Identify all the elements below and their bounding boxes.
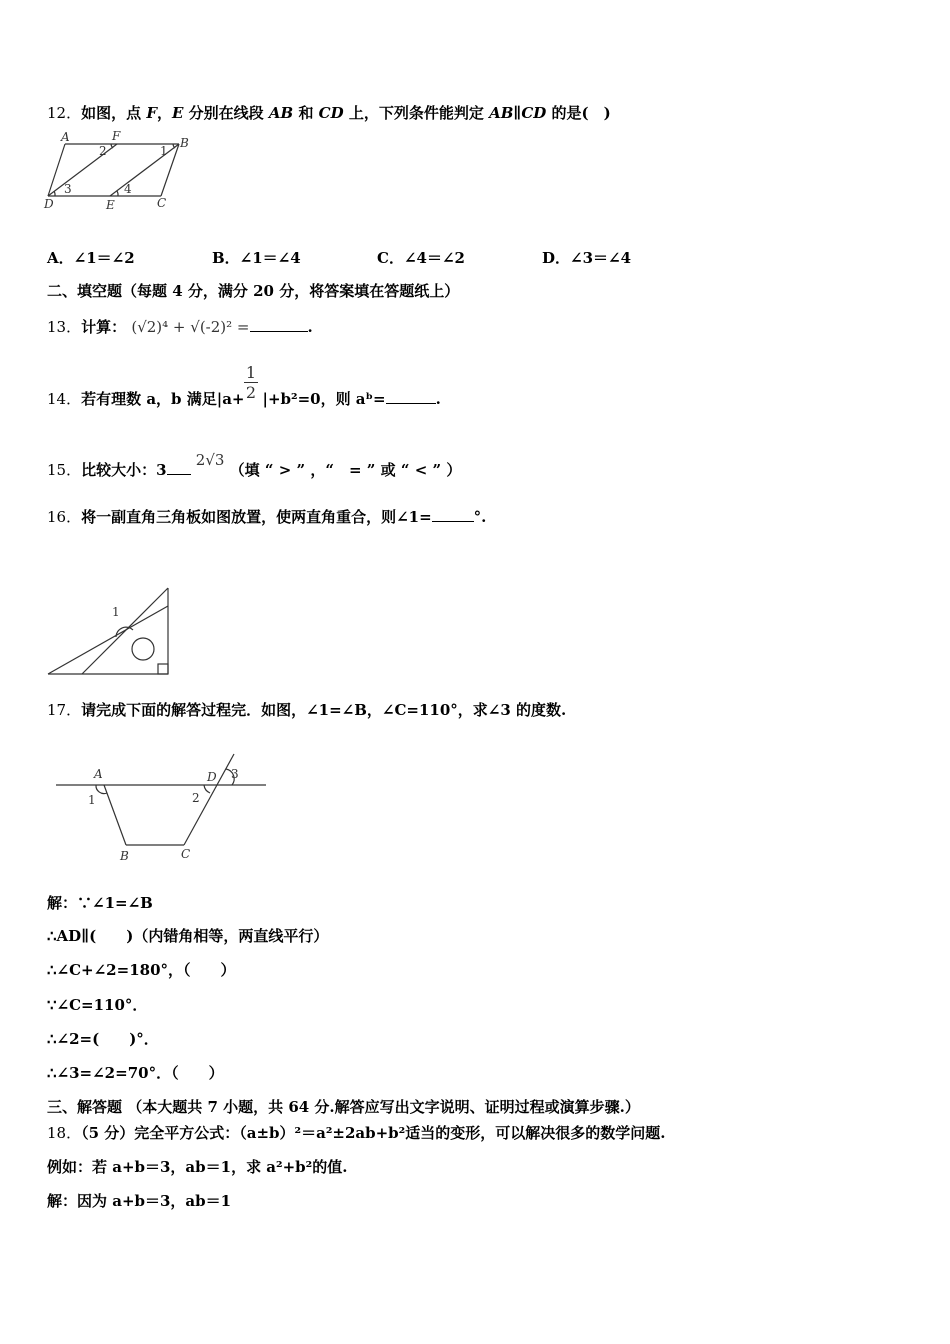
q18-line-1 — [47, 1123, 665, 1143]
q12-option-d[interactable]: D．∠3＝∠4 — [542, 249, 632, 267]
q17-arc-2 — [204, 785, 210, 793]
q16-end: °. — [473, 508, 487, 526]
q12-arc-4 — [117, 191, 118, 196]
q14-fraction-denominator: 2 — [245, 383, 257, 402]
q16-triangle-hyp-short — [82, 588, 168, 674]
q17-label-c: C — [181, 847, 191, 861]
q17-angle-2: 2 — [192, 791, 200, 805]
q12-angle-3: 3 — [64, 182, 72, 196]
q16-number: 16． — [47, 508, 82, 526]
q17-angle-3: 3 — [231, 767, 239, 781]
q17-text: 请完成下面的解答过程完．如图，∠1=∠B，∠C=110°，求∠3 的度数. — [81, 701, 567, 719]
q12-option-a[interactable]: A．∠1＝∠2 — [47, 249, 135, 267]
q12-text: 如图，点 — [81, 104, 147, 122]
q15-math: 2√3 — [195, 451, 225, 469]
q17-solution-line-3: ∴∠C+∠2=180°，（ ） — [47, 961, 236, 979]
q12-number: 12． — [47, 104, 82, 122]
q12-seg-ab: AB — [268, 104, 294, 122]
q12-label-c: C — [157, 196, 167, 210]
q12-angle-2: 2 — [99, 144, 107, 158]
q17 — [47, 700, 566, 720]
q12-text: 的是( ) — [546, 104, 611, 122]
q16-text: 将一副直角三角板如图放置，使两直角重合，则∠1= — [81, 508, 432, 526]
q13-end: . — [307, 318, 313, 336]
section-2-heading: 二、填空题（每题 4 分，满分 20 分，将答案填在答题纸上） — [47, 282, 460, 300]
q12-option-b[interactable]: B．∠1＝∠4 — [212, 249, 301, 267]
q13-expression: (√2)⁴ + √(-2)² = — [131, 318, 250, 336]
q12-label-b: B — [180, 136, 189, 150]
q15 — [47, 451, 462, 480]
q16-triangle-hole — [132, 638, 154, 660]
q17-label-b: B — [120, 849, 129, 863]
q12-label-d: D — [44, 197, 54, 211]
q16 — [47, 507, 486, 527]
q12-line-ad — [48, 144, 65, 196]
section-3-heading: 三、解答题 （本大题共 7 小题，共 64 分.解答应写出文字说明、证明过程或演算步骤.） — [47, 1098, 640, 1116]
q17-solution-line-6: ∴∠3=∠2=70°．（ ） — [47, 1064, 224, 1082]
q15-text-b: （填 “ > ” ，“ = ” 或 “ < ” ） — [229, 461, 462, 479]
q14-text-b: |+b²=0，则 aᵇ= — [262, 390, 386, 408]
q12-var-f: F — [146, 104, 157, 122]
q17-label-d: D — [207, 770, 217, 784]
q14-fraction-numerator: 1 — [245, 363, 257, 382]
q12-arc-3 — [54, 191, 55, 196]
q18-line-2: 例如：若 a+b＝3，ab＝1，求 a²+b²的值. — [47, 1158, 348, 1176]
q13-text: 计算： — [81, 318, 127, 336]
q12-parallel: AB∥CD — [489, 104, 547, 122]
q13-answer-blank[interactable] — [250, 317, 308, 332]
q14 — [47, 389, 441, 409]
q12-label-e: E — [106, 198, 115, 212]
q14-end: . — [435, 390, 441, 408]
q12-text: 和 — [293, 104, 319, 122]
q12-arc-1 — [173, 144, 175, 148]
q14-answer-blank[interactable] — [386, 389, 436, 404]
q17-figure — [52, 752, 272, 867]
q17-angle-1: 1 — [88, 793, 96, 807]
q17-segment-ab — [104, 785, 126, 845]
q17-solution-line-4: ∵∠C=110°． — [47, 996, 148, 1014]
q15-text-a: 比较大小：3 — [81, 461, 167, 479]
q12-var-e: E — [172, 104, 184, 122]
q18-line-3: 解：因为 a+b＝3，ab＝1 — [47, 1192, 232, 1210]
q18-number: 18． — [47, 1124, 82, 1142]
q15-answer-blank[interactable] — [167, 460, 191, 475]
q16-right-angle-mark — [158, 664, 168, 674]
q14-number: 14． — [47, 390, 82, 408]
q17-solution-line-2: ∴AD∥( )（内错角相等，两直线平行） — [47, 927, 329, 945]
q12-arc-2 — [111, 144, 113, 148]
q15-number: 15． — [47, 461, 82, 479]
q12-angle-1: 1 — [160, 144, 168, 158]
q16-angle-label: 1 — [112, 605, 120, 619]
q12-label-a: A — [61, 130, 70, 144]
q12-stem — [47, 103, 611, 123]
q12-line-eb — [110, 144, 179, 196]
q17-solution-line-5: ∴∠2=( )°． — [47, 1030, 159, 1048]
q12-option-c[interactable]: C．∠4＝∠2 — [377, 249, 465, 267]
q12-sep: ， — [156, 104, 172, 122]
q12-seg-cd: CD — [318, 104, 344, 122]
q13 — [47, 317, 313, 337]
q12-angle-4: 4 — [124, 182, 132, 196]
q13-number: 13． — [47, 318, 82, 336]
q12-label-f: F — [112, 129, 121, 143]
q12-line-df — [48, 144, 117, 196]
q17-label-a: A — [94, 767, 103, 781]
q16-figure — [46, 586, 176, 676]
q12-text: 分别在线段 — [183, 104, 269, 122]
q17-solution-line-1: 解：∵∠1=∠B — [47, 894, 153, 912]
q14-text-a: 若有理数 a，b 满足|a+ — [81, 390, 245, 408]
q12-figure — [44, 130, 204, 210]
q17-number: 17． — [47, 701, 82, 719]
q18-text-1: （5 分）完全平方公式：（a±b）²＝a²±2ab+b²适当的变形，可以解决很多的数学问题. — [81, 1124, 666, 1142]
q12-text: 上，下列条件能判定 — [343, 104, 490, 122]
q16-answer-blank[interactable] — [432, 507, 474, 522]
